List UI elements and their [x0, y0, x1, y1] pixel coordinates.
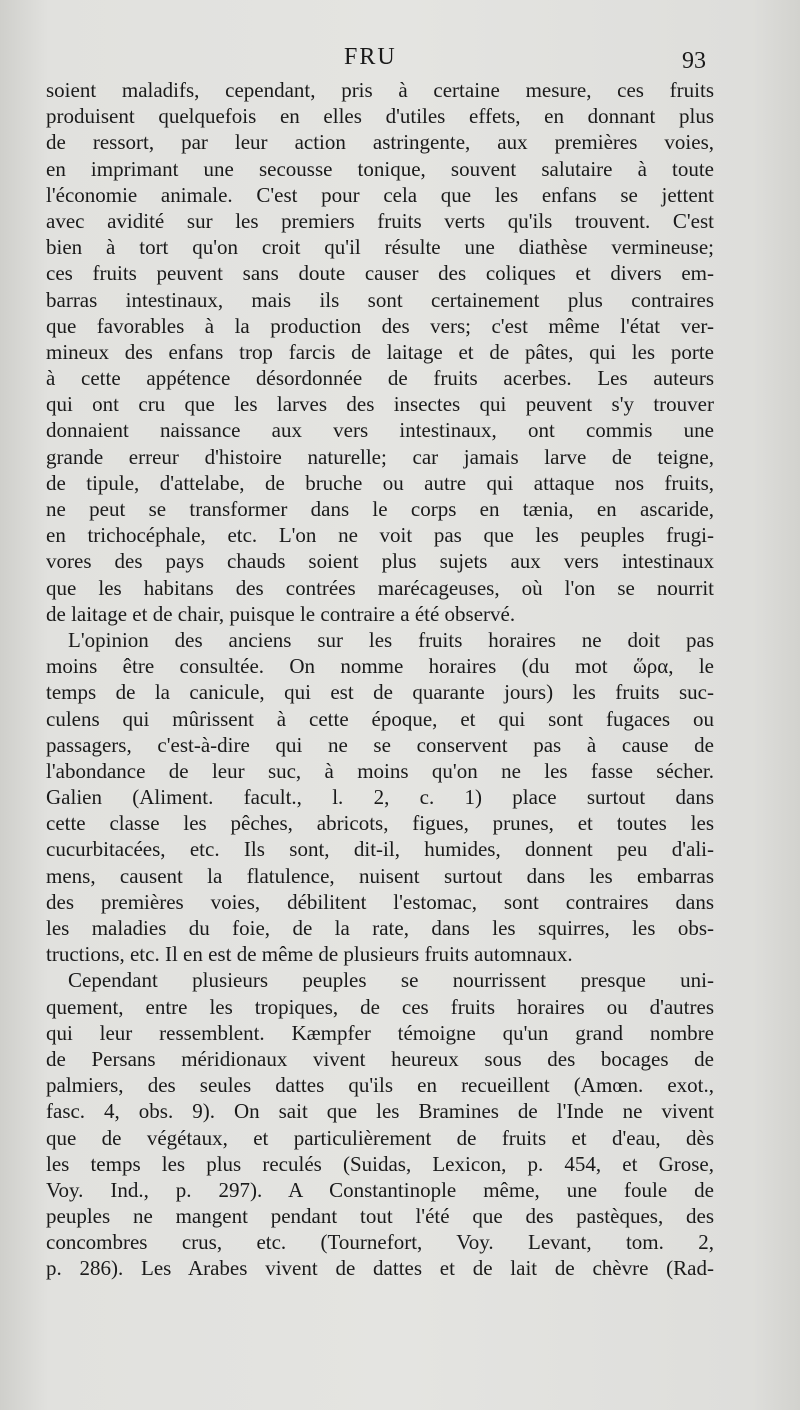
text-line: produisent quelquefois en elles d'utiles effets, en donnant plus	[46, 104, 714, 129]
text-line: que les habitans des contrées marécageuses, où l'on se nourrit	[46, 575, 714, 600]
text-line: en imprimant une secousse tonique, souvent salutaire à toute	[46, 156, 714, 181]
text-line: en trichocéphale, etc. L'on ne voit pas que les peuples frugi-	[46, 523, 714, 548]
text-line: passagers, c'est-à-dire qui ne se conservent pas à cause de	[46, 732, 714, 757]
text-line: mineux des enfans trop farcis de laitage et de pâtes, qui les porte	[46, 339, 714, 364]
text-line: cette classe les pêches, abricots, figues, prunes, et toutes les	[46, 811, 714, 836]
text-line: mens, causent la flatulence, nuisent surtout dans les embarras	[46, 863, 714, 888]
text-line: que favorables à la production des vers; c'est même l'état ver-	[46, 313, 714, 338]
text-line: de Persans méridionaux vivent heureux sous des bocages de	[46, 1046, 714, 1071]
text-line: que de végétaux, et particulièrement de fruits et d'eau, dès	[46, 1125, 714, 1150]
text-line: vores des pays chauds soient plus sujets aux vers intestinaux	[46, 549, 714, 574]
running-head-title: FRU	[344, 44, 397, 70]
text-line: Galien (Aliment. facult., l. 2, c. 1) place surtout dans	[46, 785, 714, 810]
text-line: cucurbitacées, etc. Ils sont, dit-il, humides, donnent peu d'ali-	[46, 837, 714, 862]
text-line: les temps les plus reculés (Suidas, Lexicon, p. 454, et Grose,	[46, 1151, 714, 1176]
text-line: avec avidité sur les premiers fruits verts qu'ils trouvent. C'est	[46, 208, 714, 233]
text-line: donnaient naissance aux vers intestinaux, ont commis une	[46, 418, 714, 443]
text-line: qui ont cru que les larves des insectes qui peuvent s'y trouver	[46, 392, 714, 417]
text-line: soient maladifs, cependant, pris à certaine mesure, ces fruits	[46, 78, 714, 102]
text-line: barras intestinaux, mais ils sont certainement plus contraires	[46, 287, 714, 312]
text-line: peuples ne mangent pendant tout l'été que des pastèques, des	[46, 1204, 714, 1229]
text-line: tructions, etc. Il en est de même de plusieurs fruits automnaux.	[46, 942, 573, 967]
paragraph-start-line: L'opinion des anciens sur les fruits horaires ne doit pas	[68, 627, 714, 652]
text-line: Voy. Ind., p. 297). A Constantinople même, une foule de	[46, 1177, 714, 1202]
text-line: temps de la canicule, qui est de quarante jours) les fruits suc-	[46, 680, 714, 705]
text-line: des premières voies, débilitent l'estomac, sont contraires dans	[46, 889, 714, 914]
text-line: qui leur ressemblent. Kæmpfer témoigne qu'un grand nombre	[46, 1020, 714, 1045]
text-line: de ressort, par leur action astringente, aux premières voies,	[46, 130, 714, 155]
text-line: fasc. 4, obs. 9). On sait que les Bramines de l'Inde ne vivent	[46, 1099, 714, 1124]
text-line: l'abondance de leur suc, à moins qu'on ne les fasse sécher.	[46, 758, 714, 783]
text-line: moins être consultée. On nomme horaires (du mot ὥρα, le	[46, 654, 714, 679]
text-line: les maladies du foie, de la rate, dans les squirres, les obs-	[46, 916, 714, 940]
page-number: 93	[682, 48, 706, 74]
text-line: quement, entre les tropiques, de ces fruits horaires ou d'autres	[46, 994, 714, 1019]
text-line: de tipule, d'attelabe, de bruche ou autre qui attaque nos fruits,	[46, 470, 714, 495]
text-line: concombres crus, etc. (Tournefort, Voy. Levant, tom. 2,	[46, 1230, 714, 1255]
text-line: ces fruits peuvent sans doute causer des coliques et divers em-	[46, 261, 714, 286]
body-text	[46, 77, 714, 1282]
text-line: à cette appétence désordonnée de fruits acerbes. Les auteurs	[46, 366, 714, 391]
text-line: culens qui mûrissent à cette époque, et qui sont fugaces ou	[46, 706, 714, 731]
text-line: l'économie animale. C'est pour cela que les enfans se jettent	[46, 182, 714, 207]
text-line: grande erreur d'histoire naturelle; car jamais larve de teigne,	[46, 444, 714, 469]
text-line: de laitage et de chair, puisque le contraire a été observé.	[46, 601, 516, 626]
text-line: p. 286). Les Arabes vivent de dattes et de lait de chèvre (Rad-	[46, 1256, 714, 1281]
text-line: ne peut se transformer dans le corps en tænia, en ascaride,	[46, 497, 714, 521]
text-line: palmiers, des seules dattes qu'ils en recueillent (Amœn. exot.,	[46, 1073, 714, 1098]
text-line: bien à tort qu'on croit qu'il résulte une diathèse vermineuse;	[46, 235, 714, 260]
paragraph-start-line: Cependant plusieurs peuples se nourrissent presque uni-	[68, 968, 714, 993]
